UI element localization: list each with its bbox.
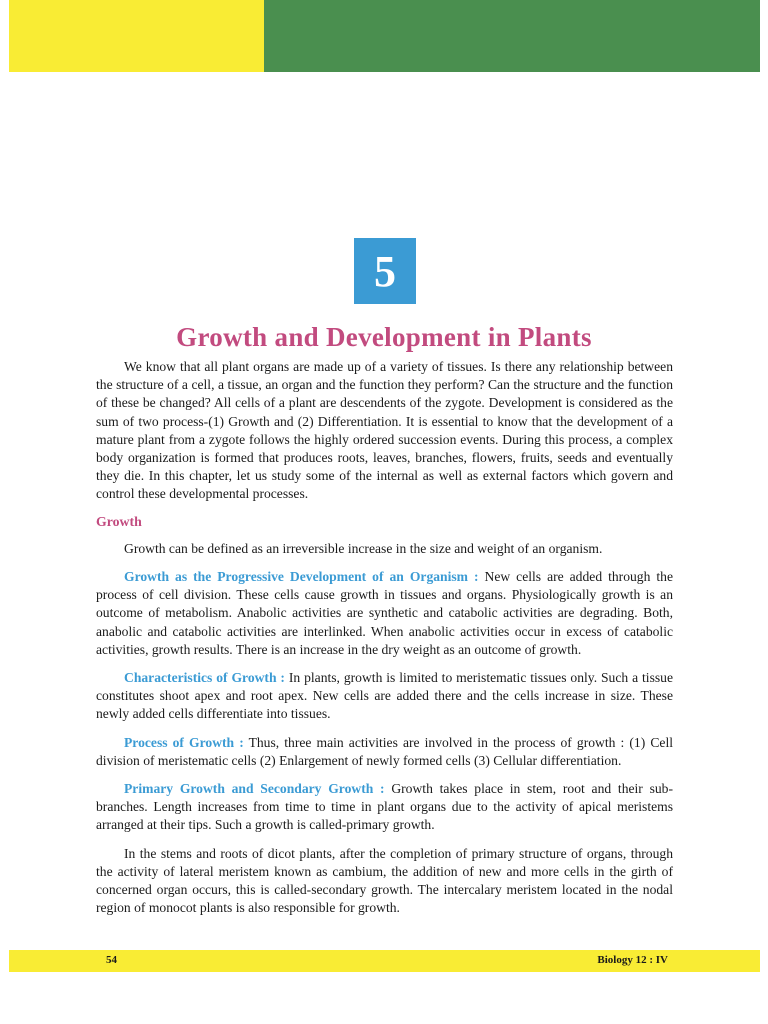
- top-band-yellow: [9, 0, 264, 72]
- subheading-progressive-development: Growth as the Progressive Development of an Organism :: [124, 569, 479, 585]
- page-number: 54: [106, 954, 117, 966]
- subheading-primary-secondary: Primary Growth and Secondary Growth :: [124, 781, 385, 797]
- paragraph-text: Growth takes place in stem, root and their sub-branches. Length increases from time to time in plant organs due to the activity of apical meristems arranged at their tips. Such a growth is called-primary growth.: [96, 781, 673, 833]
- section-heading-growth: Growth: [96, 513, 142, 529]
- growth-definition: Growth can be defined as an irreversible increase in the size and weight of an organism.: [124, 540, 603, 556]
- chapter-title: Growth and Development in Plants: [176, 322, 592, 352]
- closing-paragraph: In the stems and roots of dicot plants, after the completion of primary structure of organs, through the activity of lateral meristem known as cambium, the addition of new and more cells in the girth of concerned organ occurs, this is called-secondary growth. The intercalary meristem located in the nodal region of monocot plants is also responsible for growth.: [96, 845, 673, 916]
- paragraph-progressive-development: [96, 568, 673, 659]
- paragraph-text: In plants, growth is limited to meristematic tissues only. Such a tissue constitutes shoot apex and root apex. New cells are added there and the cells increase in size. These newly added cells differentiate into tissues.: [96, 670, 673, 722]
- chapter-body: [96, 358, 673, 927]
- paragraph-text: New cells are added through the process of cell division. These cells cause growth in tissues and organs. Physiologically growth is an outcome of metabolism. Anabolic activities are synthetic and catabolic activities are degrading. Both, anabolic and catabolic activities are interlinked. When anabolic activities occur in excess of catabolic activities, growth results. There is an increase in the dry weight as an outcome of growth.: [96, 569, 673, 657]
- intro-paragraph: We know that all plant organs are made up of a variety of tissues. Is there any relationship between the structure of a cell, a tissue, an organ and the function they perform? Can the structure and the function of these be changed? All cells of a plant are descendents of the zygote. Development is considered as the sum of two process-(1) Growth and (2) Differentiation. It is essential to know that the development of a mature plant from a zygote follows the highly ordered succession events. During this process, a complex body organization is formed that produces roots, leaves, branches, flowers, fruits, seeds and eventually they die. In this chapter, let us study some of the internal as well as external factors which govern and control these developmental processes.: [96, 359, 673, 502]
- subheading-process: Process of Growth :: [124, 734, 244, 750]
- chapter-number: 5: [374, 246, 396, 296]
- paragraph-text: Thus, three main activities are involved in the process of growth : (1) Cell division of meristematic cells (2) Enlargement of newly formed cells (3) Cellular differentiation.: [96, 734, 673, 768]
- top-color-band: [9, 0, 760, 72]
- subheading-characteristics: Characteristics of Growth :: [124, 670, 285, 686]
- paragraph-process: [96, 734, 673, 770]
- chapter-number-box: [354, 238, 416, 304]
- paragraph-primary-secondary: [96, 780, 673, 835]
- book-label: Biology 12 : IV: [597, 954, 668, 966]
- paragraph-characteristics: [96, 669, 673, 724]
- top-band-green: [264, 0, 760, 72]
